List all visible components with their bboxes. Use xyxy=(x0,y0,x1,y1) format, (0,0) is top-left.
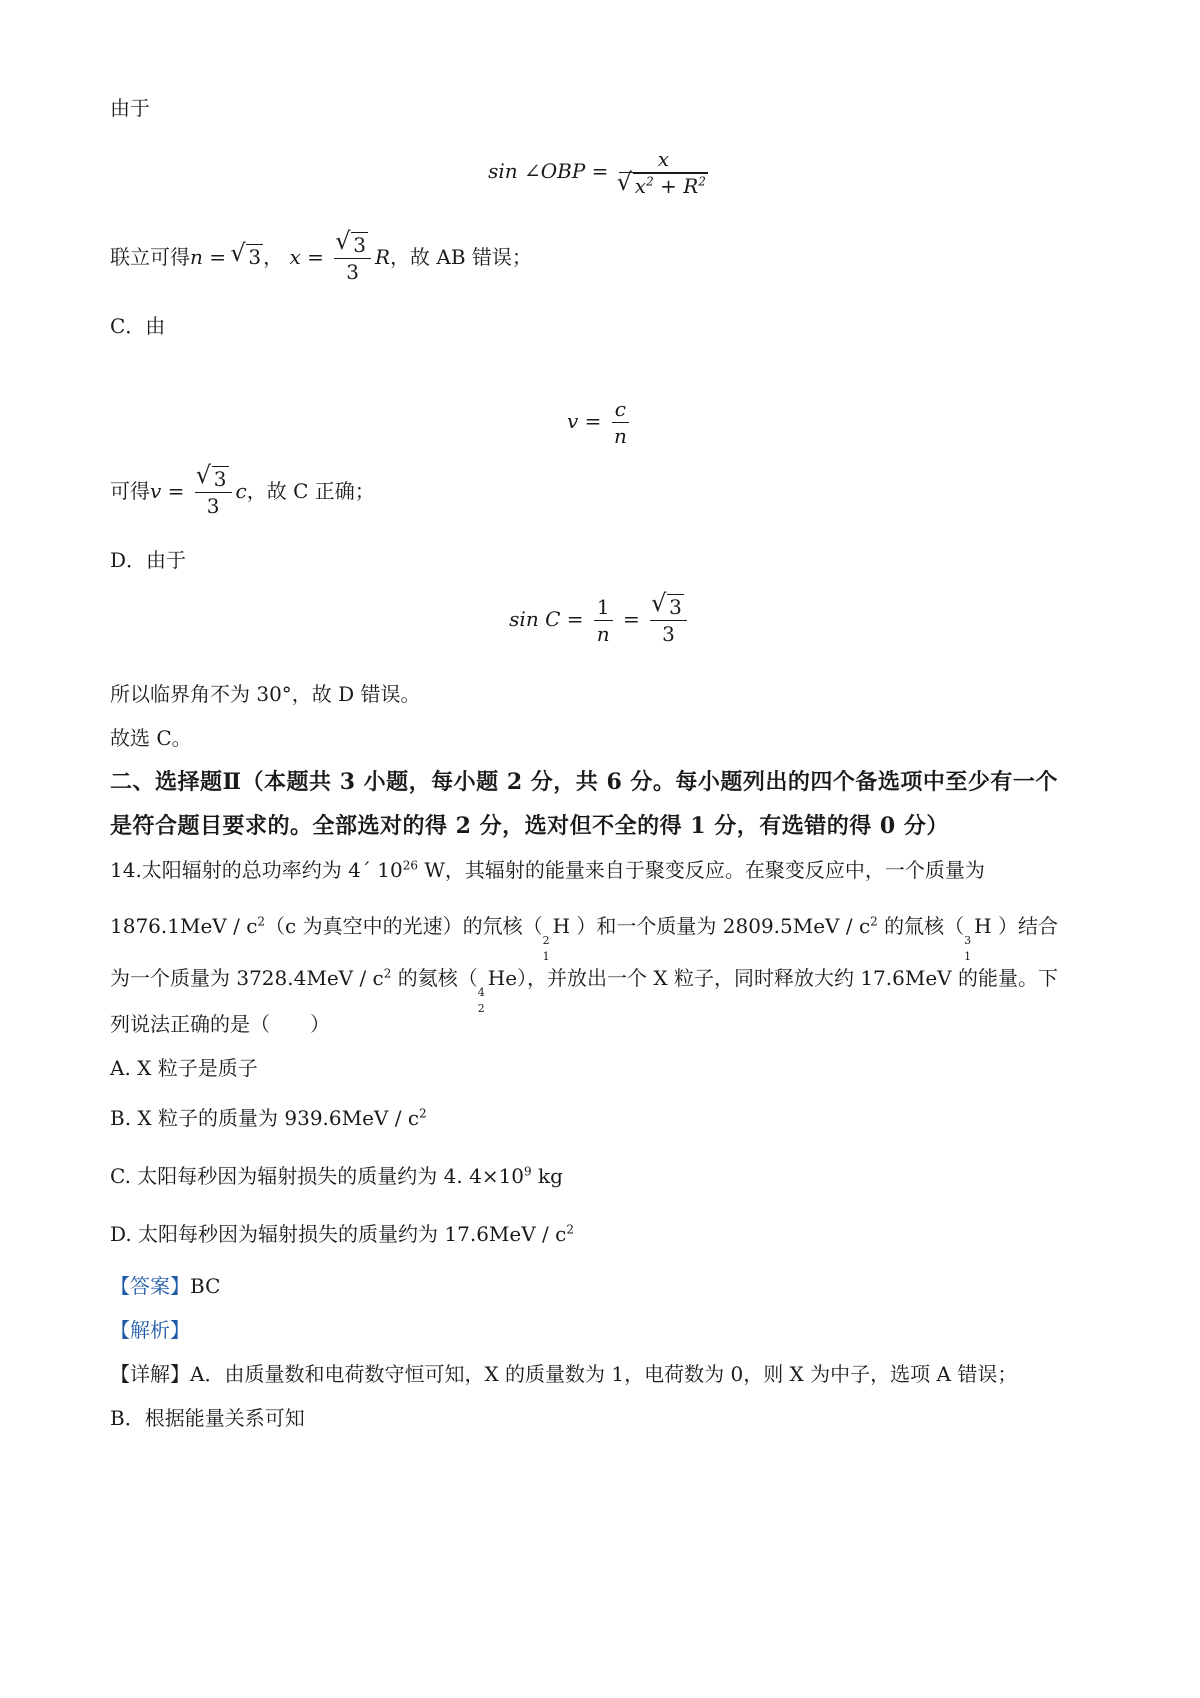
text-line: 由于 xyxy=(110,96,150,120)
section-heading-line-2: 是符合题目要求的。全部选对的得 2 分，选对但不全的得 1 分，有选错的得 0 分） xyxy=(110,813,949,839)
answer-line xyxy=(110,1272,220,1300)
equation-sin-c: sin C = $\frac{1}{n}$ = √ $\frac{3}{3}$ xyxy=(0,594,1200,647)
option-c: C. 太阳每秒因为辐射损失的质量约为 4. $4\times 10^9$ kg xyxy=(110,1164,563,1188)
text-line: 故选 C。 xyxy=(110,726,192,750)
equation-v: v = $\frac{c}{n}$ xyxy=(0,396,1200,449)
analysis-tag: 【解析】 xyxy=(110,1318,190,1342)
question-14-line-2: $1876.1MeV / c^2(c$ 为真空中的光速）的氘核（ 2 1 H ）和一个质量为 $2809.5MeV / c^2$ 的氚核（ 3 1 H ）结合 xyxy=(110,914,1058,963)
fraction-denominator: √ $x^2 + R^2$ xyxy=(619,173,708,199)
answer-tag: 【答案】 xyxy=(110,1274,190,1298)
text-line: 所以临界角不为 30°，故 D 错误。 xyxy=(110,682,421,706)
fraction-numerator: x xyxy=(619,146,708,173)
equation-lhs: sin ∠OBP = xyxy=(488,159,615,183)
analysis-line xyxy=(110,1316,190,1344)
detail-text: A．由质量数和电荷数守恒可知，X 的质量数为 1，电荷数为 0，则 X 为中子，选项 A 错误； xyxy=(190,1362,1018,1386)
fraction xyxy=(619,146,708,199)
text-line: 联立可得n = √ 3 ， x = √ $\frac{3}{3}$ R，故 AB 错误； xyxy=(110,232,532,285)
detail-tag: 【详解】 xyxy=(110,1362,190,1386)
question-14-line-4: 列说法正确的是（ ） xyxy=(110,1012,330,1036)
text-line: C．由 xyxy=(110,314,166,338)
question-14-line-1: 14.太阳辐射的总功率约为 4´ $10^{26}$ W，其辐射的能量来自于聚变反应。在聚变反应中，一个质量为 xyxy=(110,858,985,882)
option-b: B. X 粒子的质量为 $939.6MeV / c^2$ xyxy=(110,1106,427,1130)
detail-line xyxy=(110,1360,1017,1388)
text-line: 可得v = √ $\frac{3}{3}$ c，故 C 正确； xyxy=(110,466,375,519)
option-a: A. X 粒子是质子 xyxy=(110,1056,258,1080)
answer-value: BC xyxy=(190,1274,221,1298)
equation-sin-obp xyxy=(0,146,1200,199)
text-line: D．由于 xyxy=(110,548,187,572)
section-heading-line-1: 二、选择题Ⅱ（本题共 3 小题，每小题 2 分，共 6 分。每小题列出的四个备选项中至少有一个 xyxy=(110,769,1058,795)
question-14-line-3: 为一个质量为 $3728.4MeV / c^2$ 的氦核（ 4 2 He），并放出一个 X 粒子，同时释放大约 17.6MeV 的能量。下 xyxy=(110,966,1058,1015)
text-line: B．根据能量关系可知 xyxy=(110,1406,305,1430)
option-d: D. 太阳每秒因为辐射损失的质量约为 $17.6MeV / c^2$ xyxy=(110,1222,574,1246)
